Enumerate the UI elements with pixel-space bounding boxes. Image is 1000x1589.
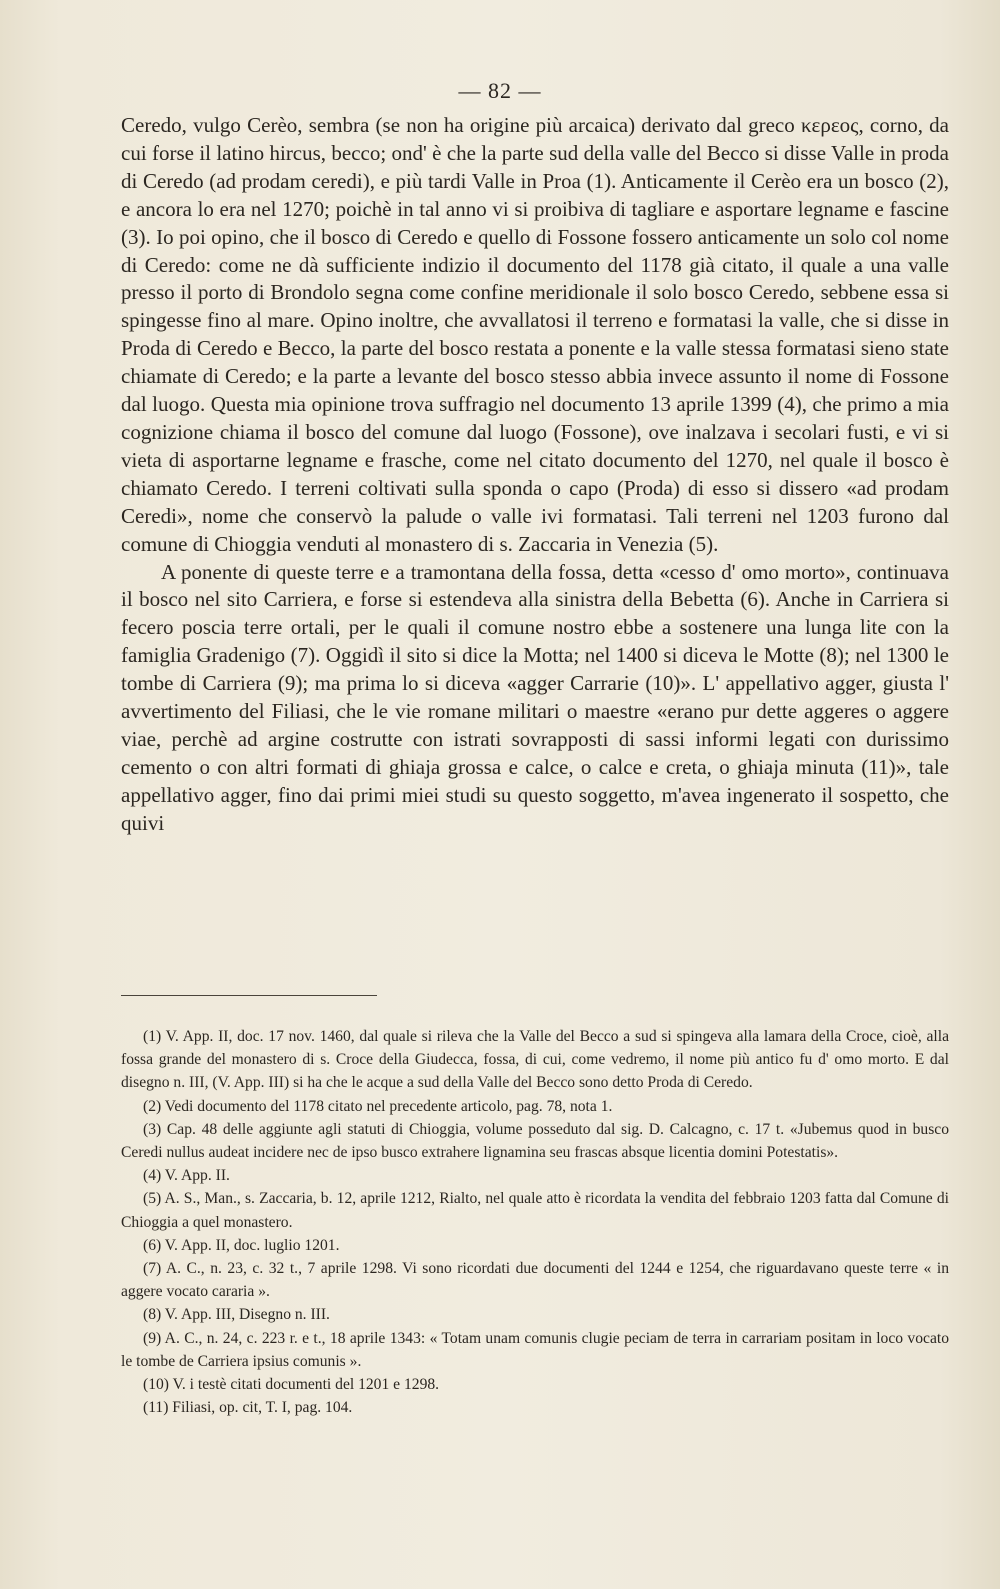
footnote-separator [121, 995, 377, 996]
footnote-11: (11) Filiasi, op. cit, T. I, pag. 104. [143, 1399, 353, 1417]
footnote-6: (6) V. App. II, doc. luglio 1201. [143, 1236, 340, 1254]
footnote-2: (2) Vedi documento del 1178 citato nel precedente articolo, pag. 78, nota 1. [143, 1097, 613, 1115]
footnote-9: (9) A. C., n. 24, c. 223 r. e t., 18 aprile 1343: « Totam unam comunis clugie peciam de terra in carrariam positam in loco vocato le tombe de Carriera ipsius comunis ». [121, 1329, 949, 1370]
footnote-8: (8) V. App. III, Disegno n. III. [143, 1306, 330, 1324]
footnote-4: (4) V. App. II. [143, 1167, 230, 1185]
paragraph-1: Ceredo, vulgo Cerèo, sembra (se non ha origine più arcaica) derivato dal greco κερεος, corno, da cui forse il latino hircus, becco; ond' è che la parte sud della valle del Becco si disse Valle in proda di Ceredo (ad prodam ceredi), e più tardi Valle in Proa (1). Anticamente il Cerèo era un bosco (2), e ancora lo era nel 1270; poichè in tal anno vi si proibiva di tagliare e asportare legname e fascine (3). Io poi opino, che il bosco di Ceredo e quello di Fossone fossero anticamente un solo col nome di Ceredo: come ne dà sufficiente indizio il documento del 1178 già citato, il quale a una valle presso il porto di Brondolo segna come confine meridionale il solo bosco Ceredo, sebbene essa si spingesse fino al mare. Opino inoltre, che avvallatosi il terreno e formatasi la valle, che si disse in Proda di Ceredo e Becco, la parte del bosco restata a ponente e la valle stessa formatasi sieno state chiamate di Ceredo; e la parte a levante del bosco stesso abbia invece assunto il nome di Fossone dal luogo. Questa mia opinione trova suffragio nel documento 13 aprile 1399 (4), che primo a mia cognizione chiama il bosco del comune dal luogo (Fossone), ove inalzava i secolari fusti, e vi si vieta di asportarne legname e frasche, come nel citato documento del 1270, nel quale il bosco è chiamato Ceredo. I terreni coltivati sulla sponda o capo (Proda) di esso si dissero «ad prodam Ceredi», nome che conservò la palude o valle ivi formatasi. Tali terreni nel 1203 furono dal comune di Chioggia venduti al monastero di s. Zaccaria in Venezia (5). [121, 113, 949, 556]
page-number: — 82 — [458, 78, 542, 103]
paragraph-2: A ponente di queste terre e a tramontana della fossa, detta «cesso d' omo morto», continuava il bosco nel sito Carriera, e forse si estendeva alla sinistra della Bebetta (6). Anche in Carriera si fecero poscia terre ortali, per le quali il comune nostro ebbe a sostenere una lunga lite con la famiglia Gradenigo (7). Oggidì il sito si dice la Motta; nel 1400 si diceva le Motte (8); nel 1300 le tombe di Carriera (9); ma prima lo si diceva «agger Carrarie (10)». L' appellativo agger, giusta l' avvertimento del Filiasi, che le vie romane militari o maestre «erano pur dette aggeres o aggere viae, perchè ad argine costrutte con istrati sovrapposti di sassi informi legati con durissimo cemento o con altri formati di ghiaja grossa e calce, o calce e creta, o ghiaja minuta (11)», tale appellativo agger, fino dai primi miei studi su questo soggetto, m'avea ingenerato il sospetto, che quivi [121, 559, 949, 835]
footnote-5: (5) A. S., Man., s. Zaccaria, b. 12, aprile 1212, Rialto, nel quale atto è ricordata la vendita del febbraio 1203 fatta dal Comune di Chioggia a quel monastero. [121, 1190, 949, 1231]
footnote-1: (1) V. App. II, doc. 17 nov. 1460, dal quale si rileva che la Valle del Becco a sud si spingeva alla lamara della Croce, cioè, alla fossa grande del monastero di s. Croce della Giudecca, fossa, di cui, come vedremo, il nome più antico fu d' omo morto. E dal disegno n. III, (V. App. III) si ha che le acque a sud della Valle del Becco sono detto Proda di Ceredo. [121, 1028, 949, 1092]
footnote-10: (10) V. i testè citati documenti del 1201 e 1298. [143, 1376, 440, 1394]
main-text [121, 112, 949, 838]
footnote-3: (3) Cap. 48 delle aggiunte agli statuti di Chioggia, volume posseduto dal sig. D. Calcagno, c. 17 t. «Jubemus quod in busco Ceredi nullus audeat incidere nec de ipso busco extrahere lignamina seu frascas absque licentia domini Potestatis». [121, 1120, 949, 1162]
footnotes [121, 1025, 949, 1419]
footnote-7: (7) A. C., n. 23, c. 32 t., 7 aprile 1298. Vi sono ricordati due documenti del 1244 e 1254, che riguardavano queste terre « in aggere vocato cararia ». [121, 1260, 949, 1301]
